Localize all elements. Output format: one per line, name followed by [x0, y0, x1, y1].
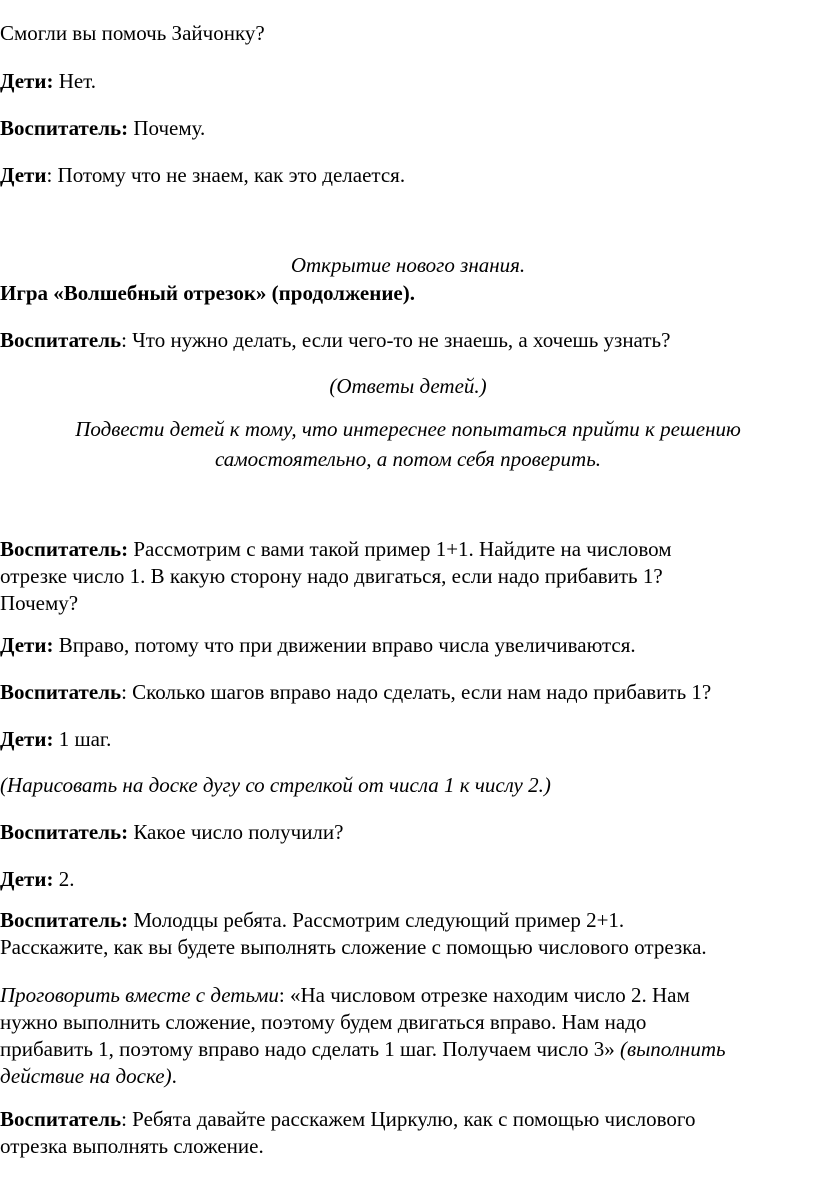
paragraph-teacher-next-line-2	[0, 932, 707, 963]
speaker-label: Воспитатель	[0, 1107, 122, 1131]
reply-text: Почему?	[0, 591, 79, 615]
reply-text: 1 шаг.	[53, 727, 112, 751]
recite-lead: Проговорить вместе с детьми	[0, 983, 279, 1007]
recite-note: действие на доске)	[0, 1064, 172, 1088]
reply-text: : Что нужно делать, если чего-то не знаешь, а хочешь узнать?	[121, 328, 671, 352]
paragraph-question	[0, 18, 265, 49]
recite-end: .	[171, 1064, 177, 1088]
guide-note-text: Подвести детей к тому, что интереснее попытаться прийти к решению	[75, 417, 741, 441]
paragraph-teacher-steps	[0, 677, 711, 708]
speaker-label: Воспитатель:	[0, 116, 129, 140]
reply-text: Рассмотрим с вами такой пример 1+1. Найдите на числовом	[128, 537, 672, 561]
paragraph-children-right	[0, 630, 636, 661]
speaker-label: Дети:	[0, 867, 54, 891]
paragraph-children-dontknow	[0, 160, 405, 191]
speaker-label: Воспитатель:	[0, 908, 129, 932]
recite-note: (выполнить	[614, 1037, 726, 1061]
reply-text: Вправо, потому что при движении вправо числа увеличиваются.	[53, 633, 636, 657]
game-title	[0, 278, 415, 309]
answers-note-text: (Ответы детей.)	[329, 374, 487, 398]
question-text: Смогли вы помочь Зайчонку?	[0, 21, 265, 45]
paragraph-teacher-why	[0, 113, 205, 144]
guide-note-line-1	[0, 414, 816, 445]
recite-text: : «На числовом отрезке находим число 2. Нам	[278, 983, 690, 1007]
reply-text: 2.	[53, 867, 75, 891]
speaker-label: Воспитатель	[0, 328, 122, 352]
speaker-label: Дети:	[0, 727, 54, 751]
speaker-label: Воспитатель:	[0, 820, 129, 844]
recite-text: прибавить 1, поэтому вправо надо сделать 1 шаг. Получаем число 3»	[0, 1037, 615, 1061]
paragraph-recite-line-4	[0, 1061, 177, 1092]
speaker-label: Воспитатель	[0, 680, 122, 704]
paragraph-children-two	[0, 864, 74, 895]
reply-text: : Сколько шагов вправо надо сделать, если нам надо прибавить 1?	[121, 680, 712, 704]
paragraph-teacher-example-line-3	[0, 588, 78, 619]
reply-text: Почему.	[128, 116, 206, 140]
board-note-text: (Нарисовать на доске дугу со стрелкой от числа 1 к числу 2.)	[0, 773, 551, 797]
guide-note-text: самостоятельно, а потом себя проверить.	[214, 447, 602, 471]
reply-text: отрезка выполнять сложение.	[0, 1134, 264, 1158]
paragraph-teacher-final-line-2	[0, 1131, 264, 1162]
game-title-text: Игра «Волшебный отрезок» (продолжение).	[0, 281, 415, 305]
speaker-label: Дети:	[0, 633, 54, 657]
reply-text: Молодцы ребята. Рассмотрим следующий пример 2+1.	[128, 908, 625, 932]
paragraph-teacher-result	[0, 817, 343, 848]
speaker-label: Воспитатель:	[0, 537, 129, 561]
reply-text: Какое число получили?	[128, 820, 344, 844]
paragraph-teacher-example-line-2	[0, 561, 663, 592]
reply-text: Нет.	[53, 69, 97, 93]
guide-note-line-2	[0, 444, 816, 475]
paragraph-children-no	[0, 66, 96, 97]
answers-note	[0, 371, 816, 402]
reply-text: : Ребята давайте расскажем Циркулю, как с помощью числового	[121, 1107, 696, 1131]
speaker-label: Дети:	[0, 69, 54, 93]
board-note	[0, 770, 551, 801]
reply-text: : Потому что не знаем, как это делается.	[46, 163, 406, 187]
reply-text: отрезке число 1. В какую сторону надо двигаться, если надо прибавить 1?	[0, 564, 663, 588]
section-title-text: Открытие нового знания.	[290, 253, 526, 277]
paragraph-children-onestep	[0, 724, 111, 755]
reply-text: Расскажите, как вы будете выполнять сложение с помощью числового отрезка.	[0, 935, 707, 959]
recite-text: нужно выполнить сложение, поэтому будем двигаться вправо. Нам надо	[0, 1010, 647, 1034]
section-title	[0, 250, 816, 281]
speaker-label: Дети	[0, 163, 47, 187]
paragraph-teacher-question	[0, 325, 670, 356]
